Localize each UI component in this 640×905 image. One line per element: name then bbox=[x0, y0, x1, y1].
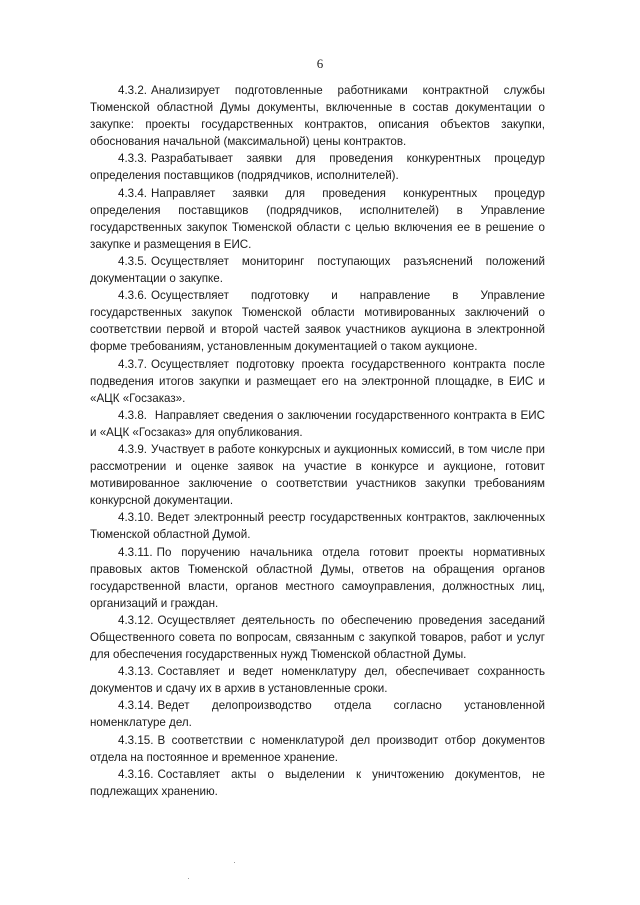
scan-speck bbox=[234, 862, 235, 863]
paragraph-text: Ведет делопроизводство отдела согласно установленной номенклатуре дел. bbox=[90, 699, 545, 730]
paragraph-number: 4.3.12. bbox=[118, 613, 154, 627]
paragraph-number: 4.3.11. bbox=[118, 545, 153, 559]
page-number: 6 bbox=[316, 56, 324, 71]
paragraph-text: Составляет акты о выделении к уничтожению документов, не подлежащих хранению. bbox=[90, 767, 545, 798]
paragraph-text: Ведет электронный реестр государственных контрактов, заключенных Тюменской областной Думой. bbox=[90, 511, 545, 542]
paragraph-text: В соответствии с номенклатурой дел производит отбор документов отдела на постоянное и временное хранение. bbox=[90, 733, 545, 764]
paragraph-number: 4.3.7. bbox=[118, 357, 148, 371]
paragraph-text: Направляет сведения о заключении государственного контракта в ЕИС и «АЦК «Госзаказ» для опубликования. bbox=[90, 408, 545, 439]
paragraph-number: 4.3.2. bbox=[118, 84, 148, 97]
paragraph-text: Участвует в работе конкурсных и аукционных комиссий, в том числе при рассмотрении и оценке заявок на участие в конкурсе и аукционе, готовит мотивированное заключение о соответствии участников закупки требованиям конкурсной документации. bbox=[90, 442, 545, 508]
paragraph-4-3-12 bbox=[90, 612, 545, 663]
paragraph-number: 4.3.8. bbox=[118, 408, 148, 422]
paragraph-text: Анализирует подготовленные работниками контрактной службы Тюменской областной Думы документы, включенные в состав документации о закупке: проекты государственных контрактов, описания объектов закупки, обоснования начальной (максимальной) цены контрактов. bbox=[90, 84, 545, 149]
paragraph-4-3-15 bbox=[90, 732, 545, 766]
paragraph-number: 4.3.5. bbox=[118, 254, 148, 268]
paragraph-4-3-10 bbox=[90, 509, 545, 543]
paragraph-4-3-7 bbox=[90, 356, 545, 407]
paragraph-number: 4.3.9. bbox=[118, 442, 148, 456]
paragraph-4-3-8 bbox=[90, 407, 545, 441]
paragraph-number: 4.3.14. bbox=[118, 699, 154, 713]
paragraph-text: Разрабатывает заявки для проведения конкурентных процедур определения поставщиков (подрядчиков, исполнителей). bbox=[90, 152, 545, 183]
paragraph-4-3-14 bbox=[90, 697, 545, 731]
paragraph-number: 4.3.3. bbox=[118, 152, 148, 166]
paragraph-4-3-2 bbox=[90, 82, 545, 150]
paragraph-number: 4.3.16. bbox=[118, 767, 154, 781]
scan-speck bbox=[188, 878, 189, 879]
paragraph-4-3-11 bbox=[90, 544, 545, 612]
paragraph-4-3-5 bbox=[90, 253, 545, 287]
paragraph-number: 4.3.15. bbox=[118, 733, 154, 747]
paragraph-4-3-6 bbox=[90, 287, 545, 355]
document-body bbox=[90, 82, 545, 800]
paragraph-text: Осуществляет мониторинг поступающих разъяснений положений документации о закупке. bbox=[90, 254, 545, 286]
paragraph-number: 4.3.6. bbox=[118, 289, 148, 303]
paragraph-text: Осуществляет подготовку и направление в Управление государственных закупок Тюменской области мотивированных заключений о соответствии первой и второй частей заявок участников аукциона в электронной форме требованиям, установленным документацией о таком аукционе. bbox=[90, 289, 545, 354]
paragraph-number: 4.3.10. bbox=[118, 511, 154, 525]
paragraph-text: Осуществляет подготовку проекта государственного контракта после подведения итогов закупки и размещает его на электронной площадке, в ЕИС и «АЦК «Госзаказ». bbox=[90, 357, 545, 405]
paragraph-4-3-16 bbox=[90, 766, 545, 800]
paragraph-text: По поручению начальника отдела готовит проекты нормативных правовых актов Тюменской областной Думы, ответов на обращения органов государственной власти, органов местного самоуправления, должностных лиц, организаций и граждан. bbox=[90, 545, 545, 610]
paragraph-number: 4.3.4. bbox=[118, 186, 148, 200]
paragraph-4-3-4 bbox=[90, 185, 545, 253]
paragraph-4-3-9 bbox=[90, 441, 545, 509]
paragraph-text: Направляет заявки для проведения конкурентных процедур определения поставщиков (подрядчиков, исполнителей) в Управление государственных закупок Тюменской области с целью включения ее в решение о закупке и размещения в ЕИС. bbox=[90, 186, 545, 251]
paragraph-text: Осуществляет деятельность по обеспечению проведения заседаний Общественного совета по вопросам, связанным с закупкой товаров, работ и услуг для обеспечения государственных нужд Тюменской областной Думы. bbox=[90, 613, 545, 662]
paragraph-number: 4.3.13. bbox=[118, 665, 154, 679]
paragraph-4-3-3 bbox=[90, 150, 545, 184]
paragraph-text: Составляет и ведет номенклатуру дел, обеспечивает сохранность документов и сдачу их в архив в установленные сроки. bbox=[90, 665, 545, 696]
paragraph-4-3-13 bbox=[90, 663, 545, 697]
